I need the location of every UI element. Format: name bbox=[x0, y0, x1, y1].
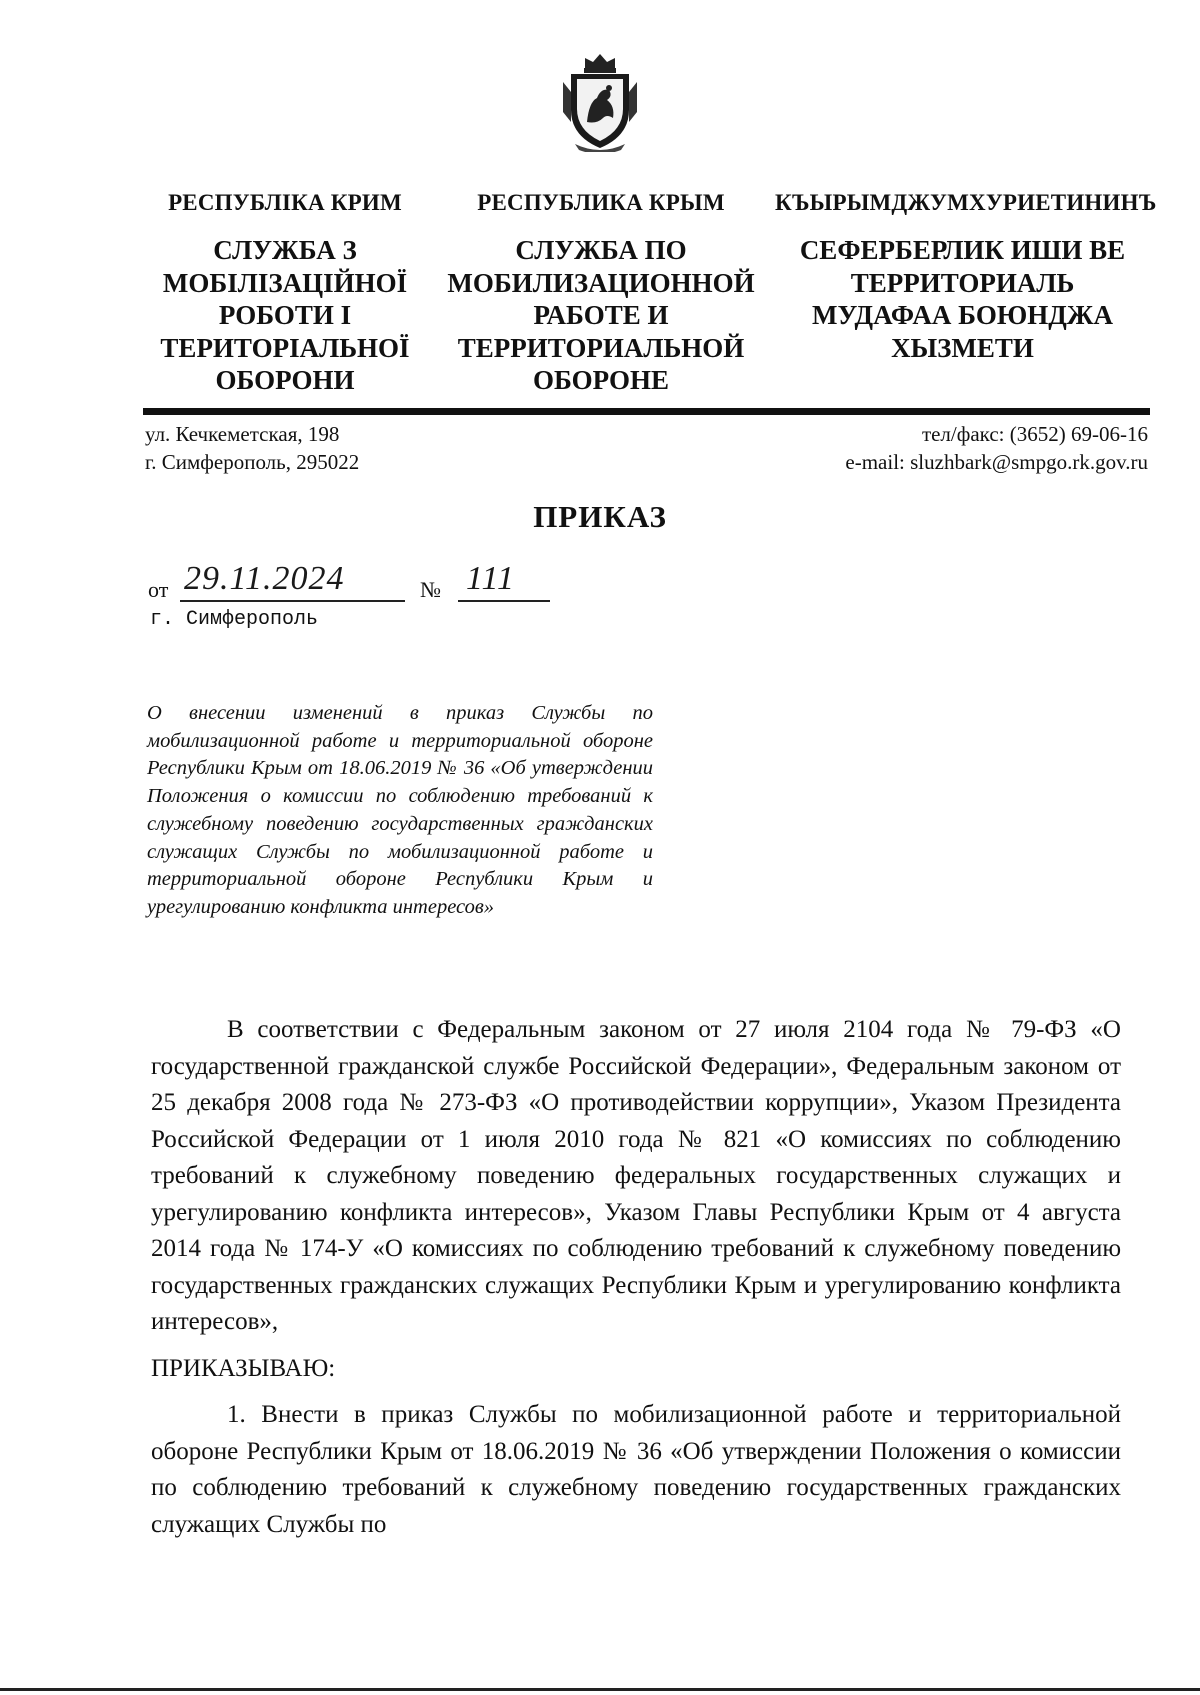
header-column-crimean-tatar bbox=[775, 190, 1157, 364]
service-name-line: ОБОРОНЕ bbox=[532, 365, 669, 395]
service-name-line: МОБИЛИЗАЦИОННОЙ bbox=[447, 267, 755, 298]
date-underline bbox=[180, 600, 405, 602]
postal-address bbox=[145, 420, 359, 476]
order-item-1: 1. Внести в приказ Службы по мобилизационной работе и территориальной обороне Республики Крым от 18.06.2019 № 36 «Об утверждении Положения о комиссии по соблюдению требований к служебному поведению государственных гражданских служащих Службы по bbox=[151, 1401, 1121, 1538]
page-bottom-edge bbox=[0, 1688, 1200, 1691]
service-name bbox=[440, 234, 762, 397]
header-column-ukrainian bbox=[150, 190, 420, 397]
service-name-line: ХЫЗМЕТИ bbox=[891, 332, 1034, 363]
service-name-line: ТЕРИТОРІАЛЬНОЇ bbox=[160, 332, 410, 363]
service-name-line: ТЕРРИТОРИАЛЬНОЙ bbox=[457, 332, 745, 363]
contact-info bbox=[845, 420, 1148, 476]
document-subject: О внесении изменений в приказ Службы по мобилизационной работе и территориальной обороне Республики Крым от 18.06.2019 № 36 «Об утверждении Положения о комиссии по соблюдению требований к служебному поведению государственных гражданских служащих Службы по мобилизационной работе и территориальной обороне Республики Крым и урегулированию конфликта интересов» bbox=[147, 702, 653, 918]
date-prefix: от bbox=[148, 577, 169, 602]
service-name-line: ТЕРРИТОРИАЛЬ bbox=[850, 267, 1075, 298]
republic-name: РЕСПУБЛІКА КРИМ bbox=[168, 190, 402, 215]
header-divider bbox=[143, 408, 1150, 415]
order-word: ПРИКАЗЫВАЮ: bbox=[151, 1354, 336, 1382]
republic-name: КЪЫРЫМДЖУМХУРИЕТИНИНЪ bbox=[775, 190, 1157, 215]
service-name-line: РАБОТЕ И bbox=[533, 300, 669, 330]
email-address: e-mail: sluzhbark@smpgo.rk.gov.ru bbox=[845, 450, 1148, 474]
service-name-line: МУДАФАА БОЮНДЖА bbox=[811, 300, 1114, 330]
city-address: г. Симферополь, 295022 bbox=[145, 450, 360, 474]
service-name-line: СЛУЖБА ПО bbox=[515, 235, 687, 265]
service-name bbox=[150, 234, 420, 397]
service-name-line: ОБОРОНИ bbox=[215, 365, 355, 395]
service-name-line: МОБІЛІЗАЦІЙНОЇ bbox=[162, 267, 408, 298]
number-underline bbox=[458, 600, 550, 602]
street-address: ул. Кечкеметская, 198 bbox=[145, 422, 340, 446]
document-body bbox=[151, 1012, 1121, 1543]
date-number-line bbox=[148, 560, 608, 608]
handwritten-number: 111 bbox=[466, 560, 515, 597]
service-name-line: СЕФЕРБЕРЛИК ИШИ ВЕ bbox=[799, 235, 1126, 265]
preamble-paragraph: В соответствии с Федеральным законом от 27 июля 2104 года № 79-ФЗ «О государственной гражданской службе Российской Федерации», Федеральным законом от 25 декабря 2008 года № 273-ФЗ «О противодействии коррупции», Указом Президента Российской Федерации от 1 июля 2010 года № 821 «О комиссиях по соблюдению требований к служебному поведению федеральных государственных служащих и урегулированию конфликта интересов», Указом Главы Республики Крым от 4 августа 2014 года № 174-У «О комиссиях по соблюдению требований к служебному поведению государственных гражданских служащих Республики Крым и урегулированию конфликта интересов», bbox=[151, 1016, 1121, 1335]
header-column-russian bbox=[440, 190, 762, 397]
document-title: ПРИКАЗ bbox=[533, 499, 667, 534]
number-prefix: № bbox=[420, 577, 441, 602]
phone-fax: тел/факс: (3652) 69-06-16 bbox=[921, 422, 1148, 446]
service-name-line: СЛУЖБА З bbox=[213, 235, 357, 265]
service-name bbox=[775, 234, 1150, 364]
handwritten-date: 29.11.2024 bbox=[184, 560, 345, 597]
crimea-coat-of-arms-icon bbox=[557, 52, 643, 152]
issue-city: г. Симферополь bbox=[150, 608, 319, 631]
service-name-line: РОБОТИ І bbox=[218, 300, 352, 330]
republic-name: РЕСПУБЛИКА КРЫМ bbox=[477, 190, 725, 215]
